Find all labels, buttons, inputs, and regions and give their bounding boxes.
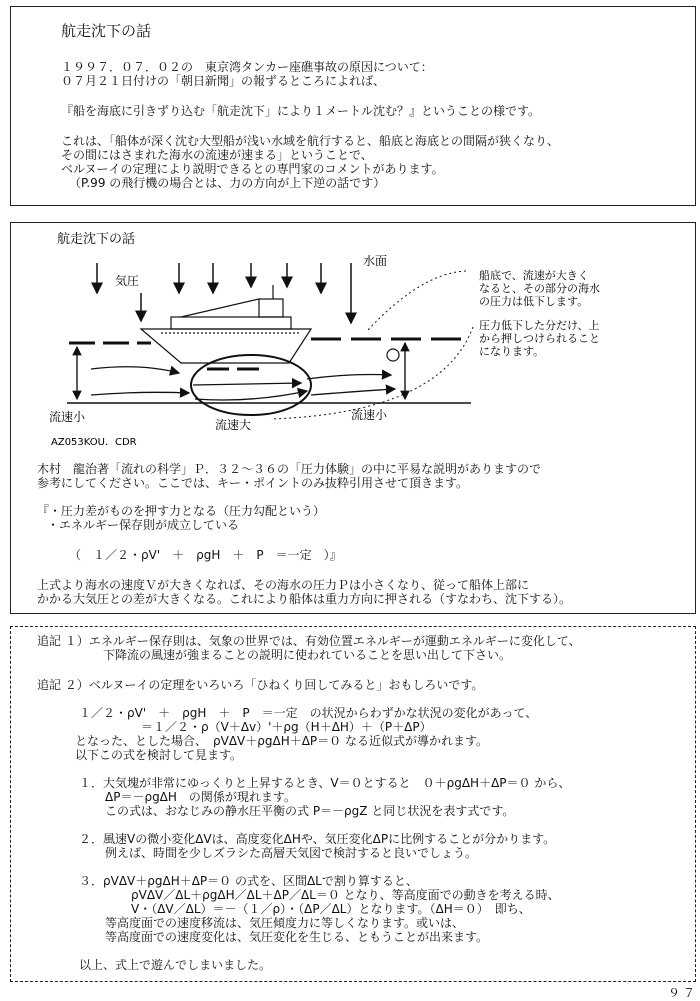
- note1-line: の圧力は低下します。: [479, 295, 589, 308]
- addendum-line: 等高度面での速度変化は、気圧変化を生じる、ともうことが出来ます。: [105, 930, 489, 944]
- addendum-line: ３．ρVΔV＋ρgΔH＋ΔP＝０ の式を、区間ΔLで割り算すると、: [79, 874, 418, 888]
- depth-arrows: [77, 343, 405, 399]
- note1-line: 船底で、流速が大きく: [479, 269, 589, 282]
- note2-line: 圧力低下した分だけ、上: [479, 319, 600, 332]
- addendum-line: ΔP＝－ρgΔH の関係が現れます。: [105, 790, 296, 804]
- label-slow-flow-right: 流速小: [351, 408, 388, 422]
- body-line: 木村 龍治著「流れの科学」Ｐ．３２～３６の「圧力体験」の中に平易な説明がありますので: [37, 462, 542, 476]
- intro-line: （P.99 の飛行機の場合とは、力の方向が上下逆の話です）: [69, 176, 386, 190]
- body-line: 上式より海水の速度Ｖが大きくなれば、その海水の圧力Ｐは小さくなり、従って船体上部に: [37, 578, 530, 592]
- intro-title: 航走沈下の話: [61, 22, 152, 40]
- pressure-arrows: [97, 263, 351, 323]
- label-atmospheric-pressure: 気圧: [115, 274, 140, 288]
- note2-line: になります。: [479, 345, 545, 358]
- body-line: 『・圧力差がものを押す力となる（圧力勾配という）: [37, 504, 326, 518]
- label-slow-flow-left: 流速小: [49, 410, 86, 424]
- diagram-title: 航走沈下の話: [57, 232, 136, 247]
- intro-line: これは、「船体が深く沈む大型船が浅い水域を航行すると、船底と海底との間隔が狭くなり、: [61, 134, 560, 148]
- flow-arrows: [91, 367, 395, 400]
- file-label: AZ053KOU．CDR: [51, 437, 137, 448]
- intro-line: １９９７．０７．０２の 東京湾タンカー座礁事故の原因について：: [61, 60, 433, 74]
- diagram-box: [10, 222, 696, 614]
- intro-line: ０７月２１日付けの「朝日新聞」の報ずるところによれば、: [61, 74, 386, 88]
- note1-line: なると、その部分の海水: [479, 282, 600, 295]
- addendum-line: ρVΔV／ΔL＋ρgΔH／ΔL＋ΔP／ΔL＝０ となり、等高度面での動きを考える時、: [131, 888, 560, 902]
- note2-line: から押しつけられること: [479, 332, 600, 345]
- label-fast-flow: 流速大: [215, 418, 252, 432]
- intro-box: [10, 6, 696, 206]
- addendum-line: 追記 ２）ベルヌーイの定理をいろいろ「ひねくり回してみると」おもしろいです。: [37, 678, 484, 692]
- ship-hull: [141, 285, 311, 363]
- addendum-line: 以下この式を検討して見ます。: [75, 748, 243, 762]
- body-line: かかる大気圧との差が大きくなる。これにより船体は重力方向に押される（すなわち、沈下する）。: [37, 592, 572, 606]
- body-line: 参考にしてください。ここでは、キー・ポイントのみ抜粋引用させて頂きます。: [37, 476, 469, 490]
- addendum-line: １／２・ρV' ＋ ρgH ＋ P ＝一定 の状況からわずかな状況の変化があって、: [79, 706, 538, 720]
- label-water-surface: 水面: [363, 254, 388, 268]
- addendum-line: １．大気塊が非常にゆっくりと上昇するとき、V＝０とすると ０＋ρgΔH＋ΔP＝０ から、: [79, 776, 571, 790]
- water-surface-line: [69, 339, 461, 369]
- swirl-icon: [387, 349, 399, 361]
- bernoulli-formula: （ １／２・ρV' ＋ ρgH ＋ P ＝一定 ）』: [69, 548, 342, 562]
- addendum-line: 追記 １）エネルギー保存則は、気象の世界では、有効位置エネルギーが運動エネルギーに変化して、: [37, 634, 581, 648]
- page-number: ９７: [668, 986, 699, 1000]
- addendum-line: ２．風速Vの微小変化ΔVは、高度変化ΔHや、気圧変化ΔPに比例することが分かります。: [79, 832, 556, 846]
- addendum-line: 等高度面での速度移流は、気圧傾度力に等しくなります。或いは、: [105, 916, 465, 930]
- addendum-line: 例えば、時間を少しズラシた高層天気図で検討すると良いでしょう。: [105, 846, 478, 860]
- body-line: ・エネルギー保存則が成立している: [47, 518, 240, 532]
- intro-line: 『船を海底に引きずり込む「航走沈下」により１メートル沈む？』ということの様です。: [61, 104, 541, 118]
- addendum-line: ＝１／２・ρ（V＋Δv）'＋ρg（H＋ΔH）＋（P＋ΔP）: [141, 720, 432, 734]
- addendum-line: この式は、おなじみの静水圧平衡の式 P＝－ρgZ と同じ状況を表す式です。: [105, 804, 515, 818]
- addendum-box: [10, 626, 696, 982]
- addendum-line: 以上、式上で遊んでしまいました。: [79, 958, 272, 972]
- addendum-line: 下降流の風速が強まることの説明に使われていることを思い出して下さい。: [103, 648, 512, 662]
- intro-line: ベルヌーイの定理により説明できるとの専門家のコメントがあります。: [61, 162, 444, 176]
- addendum-line: V・（ΔV／ΔL）＝－（１／ρ）・（ΔP／ΔL）となります。（ΔH＝０） 即ち、: [131, 902, 531, 916]
- ship-squat-diagram: [11, 223, 695, 453]
- addendum-line: となった、とした場合、 ρVΔV＋ρgΔH＋ΔP＝０ なる近似式が導かれます。: [75, 734, 489, 748]
- intro-line: その間にはさまれた海水の流速が速まる」ということで、: [61, 148, 373, 162]
